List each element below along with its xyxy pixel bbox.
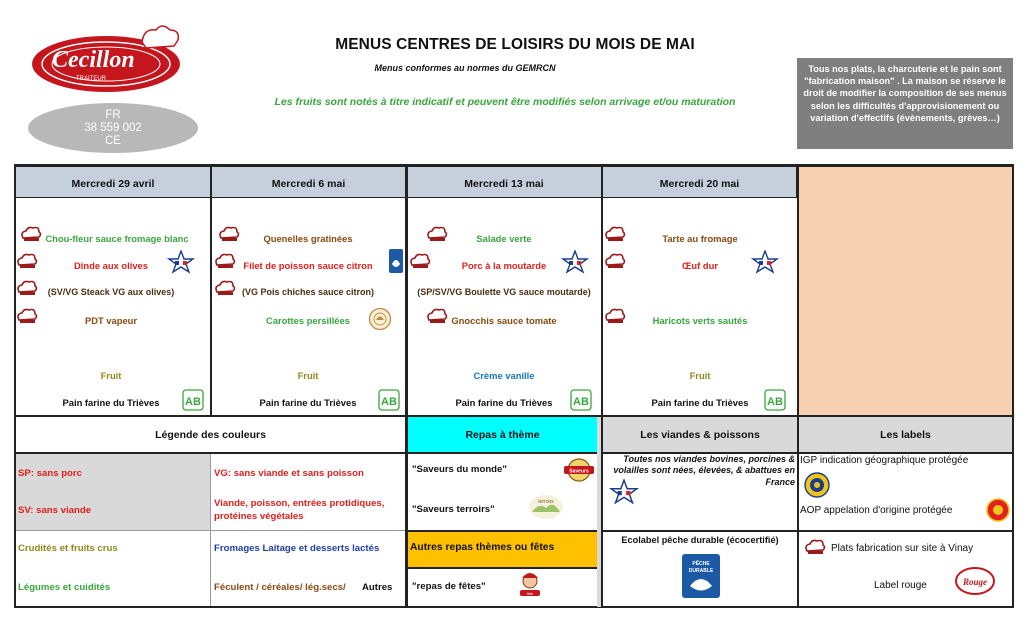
viandes-origin-text: Toutes nos viandes bovines, porcines & volailles sont nées, élevées, & abattues en France (613, 454, 795, 487)
msc-icon (389, 249, 403, 273)
organic-ab-icon (378, 389, 400, 411)
side-1: PDT vapeur (84, 315, 138, 326)
bread-3: Pain farine du Trièves (455, 397, 553, 408)
theme-saveurs-monde: "Saveurs du monde" (412, 464, 507, 475)
side-2: Carottes persillées (266, 315, 350, 326)
viandes-de-france-icon (560, 250, 590, 274)
alt-3: (SP/SV/VG Boulette VG sauce moutarde) (417, 287, 591, 297)
svg-text:TRAITEUR: TRAITEUR (76, 76, 106, 82)
house-notice: Tous nos plats, la charcuterie et le pain sont "fabrication maison" . La maison se réserve le droit de modifier la composition de ses menus selon les difficultés d'approvisionement ou variation d'effectifs (évènements, grèves…) (797, 58, 1013, 149)
starter-3: Salade verte (476, 233, 532, 244)
dessert-3: Crème vanille (473, 370, 535, 381)
fete-icon (516, 570, 544, 600)
bread-4: Pain farine du Trièves (651, 397, 749, 408)
svg-text:AB: AB (573, 396, 589, 408)
legend-autres: Autres (362, 582, 393, 593)
fruits-note: Les fruits sont notés à titre indicatif et peuvent être modifiés selon arrivage et/ou maturation (274, 96, 736, 108)
gray-legend-block (16, 454, 211, 530)
legend-viande: Viande, poisson, entrées protidiques, protéines végétales (214, 498, 385, 522)
labels-title: Les labels (880, 429, 931, 441)
colors-legend-title: Légende des couleurs (155, 429, 266, 441)
saveurs-du-monde-icon (560, 456, 598, 484)
svg-text:AB: AB (767, 396, 783, 408)
msc-icon (682, 554, 720, 598)
page-title: MENUS CENTRES DE LOISIRS DU MOIS DE MAI (335, 36, 695, 53)
svg-text:Rouge: Rouge (962, 577, 988, 587)
day-header-2: Mercredi 6 mai (211, 164, 406, 198)
svg-text:terroirs: terroirs (538, 499, 554, 505)
legend-fromages: Fromages Laitage et desserts lactés (214, 543, 380, 554)
svg-text:Cecillon: Cecillon (52, 47, 135, 73)
svg-text:PÊCHE: PÊCHE (692, 561, 710, 567)
cecillon-logo (30, 22, 188, 94)
starter-4: Tarte au fromage (662, 233, 738, 244)
meats-title: Les viandes & poissons (640, 429, 760, 441)
main-1: Dinde aux olives (74, 260, 148, 271)
day-header-3: Mercredi 13 mai (406, 164, 602, 198)
theme-saveurs-terroirs: "Saveurs terroirs" (412, 504, 495, 515)
legend-vg: VG: sans viande et sans poisson (214, 468, 364, 479)
empty-peach-panel (798, 164, 1014, 416)
chef-hat-icon (804, 539, 826, 555)
organic-ab-icon (182, 389, 204, 411)
theme-autres-repas: Autres repas thèmes ou fêtes (410, 542, 555, 553)
label-rouge-icon (954, 566, 996, 596)
main-2: Filet de poisson sauce citron (243, 260, 373, 271)
legend-legumes: Légumes et cuidités (18, 582, 111, 593)
main-3: Porc à la moutarde (461, 260, 547, 271)
day-header-1: Mercredi 29 avril (14, 164, 211, 198)
reg-line-country: FR (105, 108, 121, 121)
fait-maison-icon (368, 307, 392, 331)
menu-grid (14, 164, 1014, 608)
alt-1: (SV/VG Steack VG aux olives) (47, 287, 175, 297)
dessert-1: Fruit (100, 370, 122, 381)
side-4: Haricots verts sautés (652, 315, 748, 326)
organic-ab-icon (764, 389, 786, 411)
svg-text:Saveurs: Saveurs (569, 468, 589, 475)
alt-2: (VG Pois chiches sauce citron) (241, 287, 375, 297)
starter-2: Quenelles gratinées (263, 233, 353, 244)
legend-sv: SV: sans viande (18, 505, 92, 516)
label-plats-fabrication: Plats fabrication sur site à Vinay (831, 543, 974, 554)
legend-feculent: Féculent / céréales/ lég.secs/ (214, 582, 346, 593)
svg-text:AB: AB (185, 396, 201, 408)
theme-repas-fetes: "repas de fêtes" (412, 581, 486, 592)
svg-text:AB: AB (381, 396, 397, 408)
legend-crudites: Crudités et fruits crus (18, 543, 118, 554)
theme-title: Repas à thème (465, 429, 540, 441)
reg-line-number: 38 559 002 (84, 121, 142, 134)
reg-line-ce: CE (105, 134, 121, 147)
legend-sp: SP: sans porc (18, 468, 82, 479)
igp-seal-icon (804, 472, 830, 498)
viandes-de-france-icon (166, 250, 196, 274)
aop-seal-icon (986, 498, 1010, 522)
viandes-de-france-icon (750, 250, 780, 274)
saveurs-terroirs-icon (526, 492, 566, 522)
dessert-4: Fruit (689, 370, 711, 381)
ecolabel-text: Ecolabel pêche durable (écocertifié) (621, 535, 779, 545)
label-igp: IGP indication géographique protégée (800, 455, 969, 466)
main-4: Œuf dur (682, 260, 718, 271)
day-header-4: Mercredi 20 mai (602, 164, 798, 198)
label-aop: AOP appelation d'origine protégée (800, 505, 953, 516)
gemrcn-subtitle: Menus conformes au normes du GEMRCN (374, 63, 556, 73)
svg-text:fête: fête (526, 591, 534, 596)
svg-text:DURABLE: DURABLE (688, 568, 714, 574)
registration-badge (28, 103, 198, 153)
side-3: Gnocchis sauce tomate (451, 315, 557, 326)
bread-2: Pain farine du Trièves (259, 397, 357, 408)
label-rouge-text: Label rouge (874, 580, 927, 591)
dessert-2: Fruit (297, 370, 319, 381)
bread-1: Pain farine du Trièves (62, 397, 160, 408)
viandes-de-france-icon (608, 478, 640, 506)
starter-1: Chou-fleur sauce fromage blanc (45, 233, 189, 244)
organic-ab-icon (570, 389, 592, 411)
